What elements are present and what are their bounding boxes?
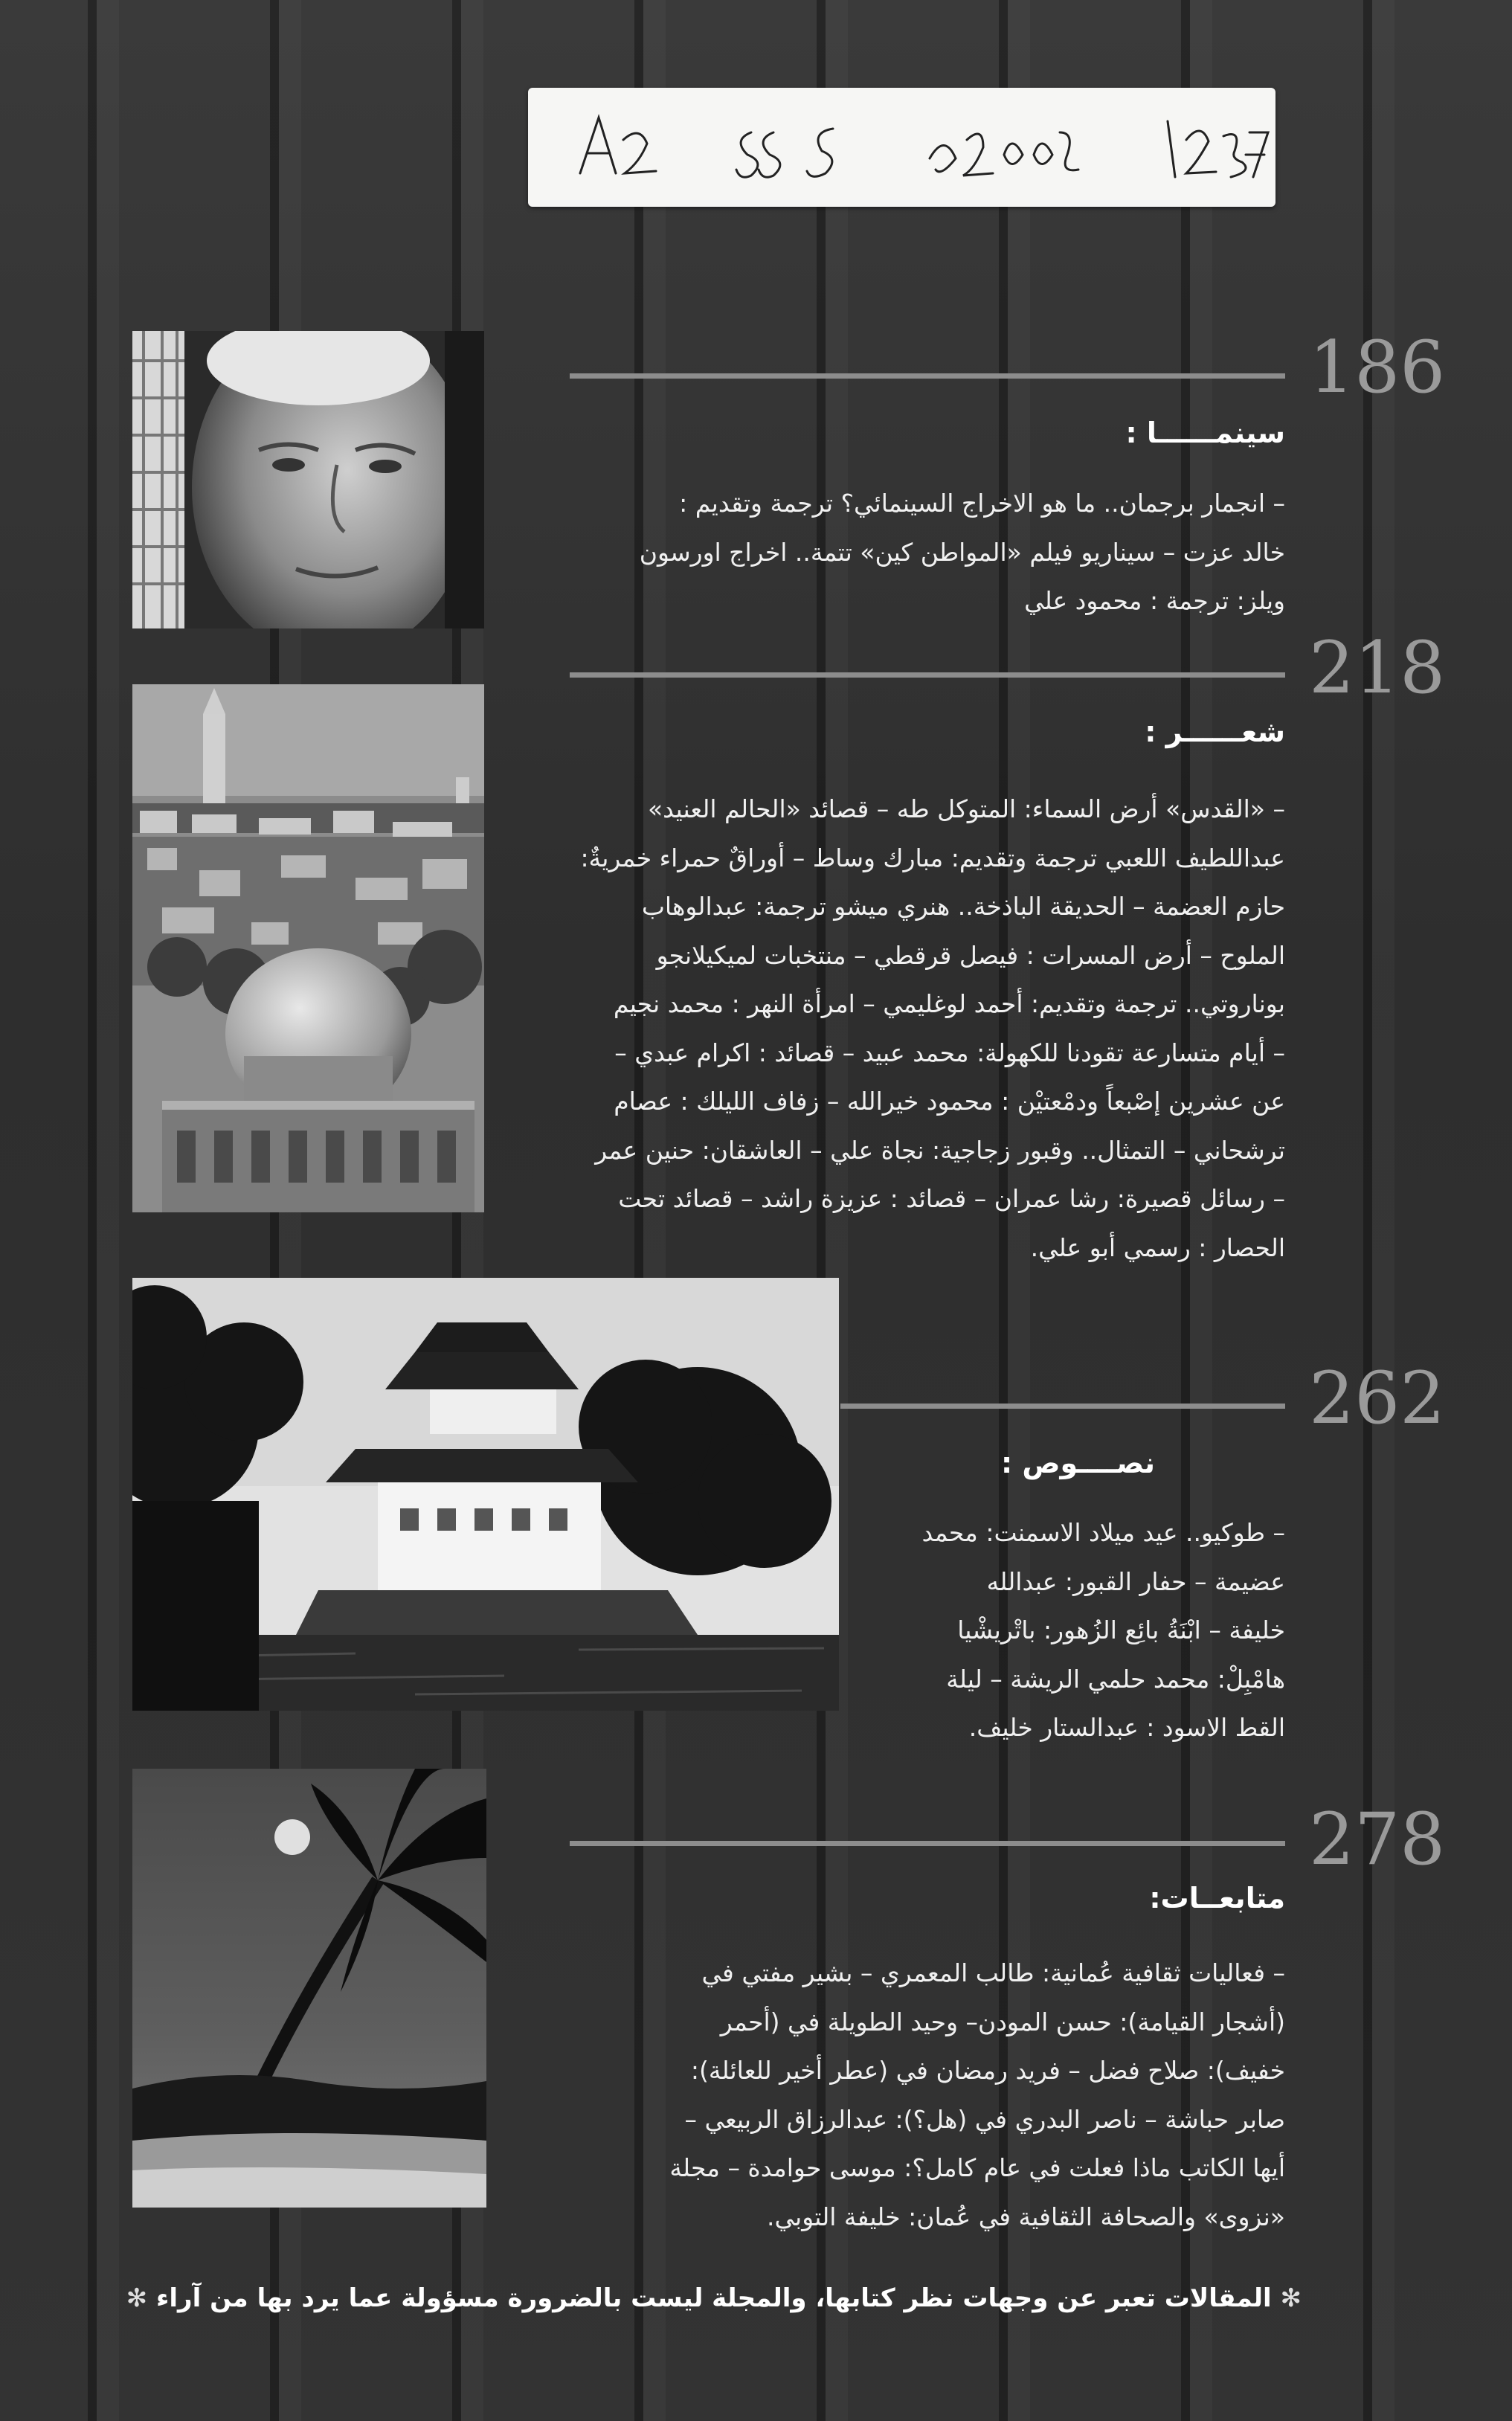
entry-line: (أشجار القيامة): حسن المودن– وحيد الطويلة في (أحمر (720, 2007, 1285, 2036)
disclaimer-footer (126, 2283, 1302, 2313)
entry-line: – فعاليات ثقافية عُمانية: طالب المعمري – بشير مفتي في (701, 1958, 1285, 1987)
entry-line: عن عشرين إصْبعاً ودمْعتيْن : محمود خيرالله – زفاف الليلك : عصام (614, 1087, 1285, 1116)
entry-line: «نزوى» والصحافة الثقافية في عُمان: خليفة التوبي. (767, 2202, 1285, 2231)
section-title: شعــــــر : (1145, 716, 1285, 748)
page-number: 218 (1309, 626, 1446, 710)
portrait-photo (132, 331, 484, 628)
entry-line: حازم العضمة – الحديقة الباذخة.. هنري ميشو ترجمة: عبدالوهاب (641, 892, 1285, 921)
section-entries (640, 479, 1285, 626)
asterisk-icon: ✻ (126, 2283, 148, 2313)
page-number: 186 (1309, 326, 1446, 409)
entry-line: – رسائل قصيرة: رشا عمران – قصائد : عزيزة راشد – قصائد تحت (618, 1184, 1285, 1213)
section-title: متابعــات: (1149, 1882, 1285, 1914)
entry-line: – انجمار برجمان.. ما هو الاخراج السينمائي؟ ترجمة وتقديم : (679, 489, 1285, 518)
section-title: سينمــــــا : (1125, 417, 1285, 449)
entry-line: هامْبِلْ: محمد حلمي الريشة – ليلة (946, 1664, 1285, 1694)
entry-line: – «القدس» أرض السماء: المتوكل طه – قصائد «الحالم العنيد» (647, 794, 1285, 823)
palm-moon-photo (132, 1769, 486, 2208)
japanese-castle-photo (132, 1278, 839, 1711)
entry-line: الملوح – أرض المسرات : فيصل قرقطي – منتخبات لميكيلانجو (656, 940, 1285, 970)
section-rule (570, 1841, 1285, 1846)
section-title: نصــــوص : (1000, 1447, 1155, 1479)
library-stamp (528, 88, 1275, 207)
section-entries (669, 1949, 1285, 2241)
entry-line: خفيف): صلاح فضل – فريد رمضان في (عطر أخير للعائلة): (690, 2056, 1285, 2085)
entry-line: – أيام متسارعة تقودنا للكهولة: محمد عبيد – قصائد : اكرام عبدي – (614, 1038, 1285, 1067)
entry-line: عبداللطيف اللعبي ترجمة وتقديم: مبارك وساط – أوراقٌ حمراء خمريةٌ: (580, 843, 1285, 872)
entry-line: الحصار : رسمي أبو علي. (1030, 1232, 1285, 1262)
entry-line: ترشحاني – التمثال.. وقبور زجاجية: نجاة علي – العاشقان: حنين عمر (595, 1135, 1285, 1165)
section-rule (570, 373, 1285, 379)
entry-line: القط الاسود : عبدالستار خليف. (968, 1713, 1285, 1742)
section-entries (921, 1508, 1285, 1752)
entry-line: ويلز: ترجمة : محمود علي (1024, 586, 1285, 615)
entry-line: أيها الكاتب ماذا فعلت في عام كامل؟: موسى حوامدة – مجلة (669, 2153, 1285, 2182)
page-number: 262 (1309, 1357, 1446, 1440)
handwritten-stamp-text (528, 88, 1275, 207)
section-rule (570, 672, 1285, 678)
section-rule (840, 1404, 1285, 1409)
entry-line: بوناروتي.. ترجمة وتقديم: أحمد لوغليمي – امرأة النهر : محمد نجيم (613, 989, 1285, 1018)
entry-line: صابر حباشة – ناصر البدري في (هل؟): عبدالرزاق الربيعي – (684, 2104, 1285, 2134)
entry-line: خالد عزت – سيناريو فيلم «المواطن كين» تتمة.. اخراج اورسون (639, 537, 1285, 567)
jerusalem-dome-photo (132, 684, 484, 1212)
section-entries (580, 785, 1285, 1272)
page-number: 278 (1309, 1798, 1446, 1881)
entry-line: عضيمة – حفار القبور: عبدالله (986, 1566, 1285, 1596)
entry-line: – طوكيو.. عيد ميلاد الاسمنت: محمد (921, 1518, 1285, 1547)
asterisk-icon: ✻ (1280, 2283, 1302, 2313)
entry-line: خليفة – ابْنَةُ بائِع الزُهور: باتْريشْيا (957, 1615, 1285, 1644)
disclaimer-text: المقالات تعبر عن وجهات نظر كتابها، والمجلة ليست بالضرورة مسؤولة عما يرد بها من آراء (155, 2283, 1272, 2313)
